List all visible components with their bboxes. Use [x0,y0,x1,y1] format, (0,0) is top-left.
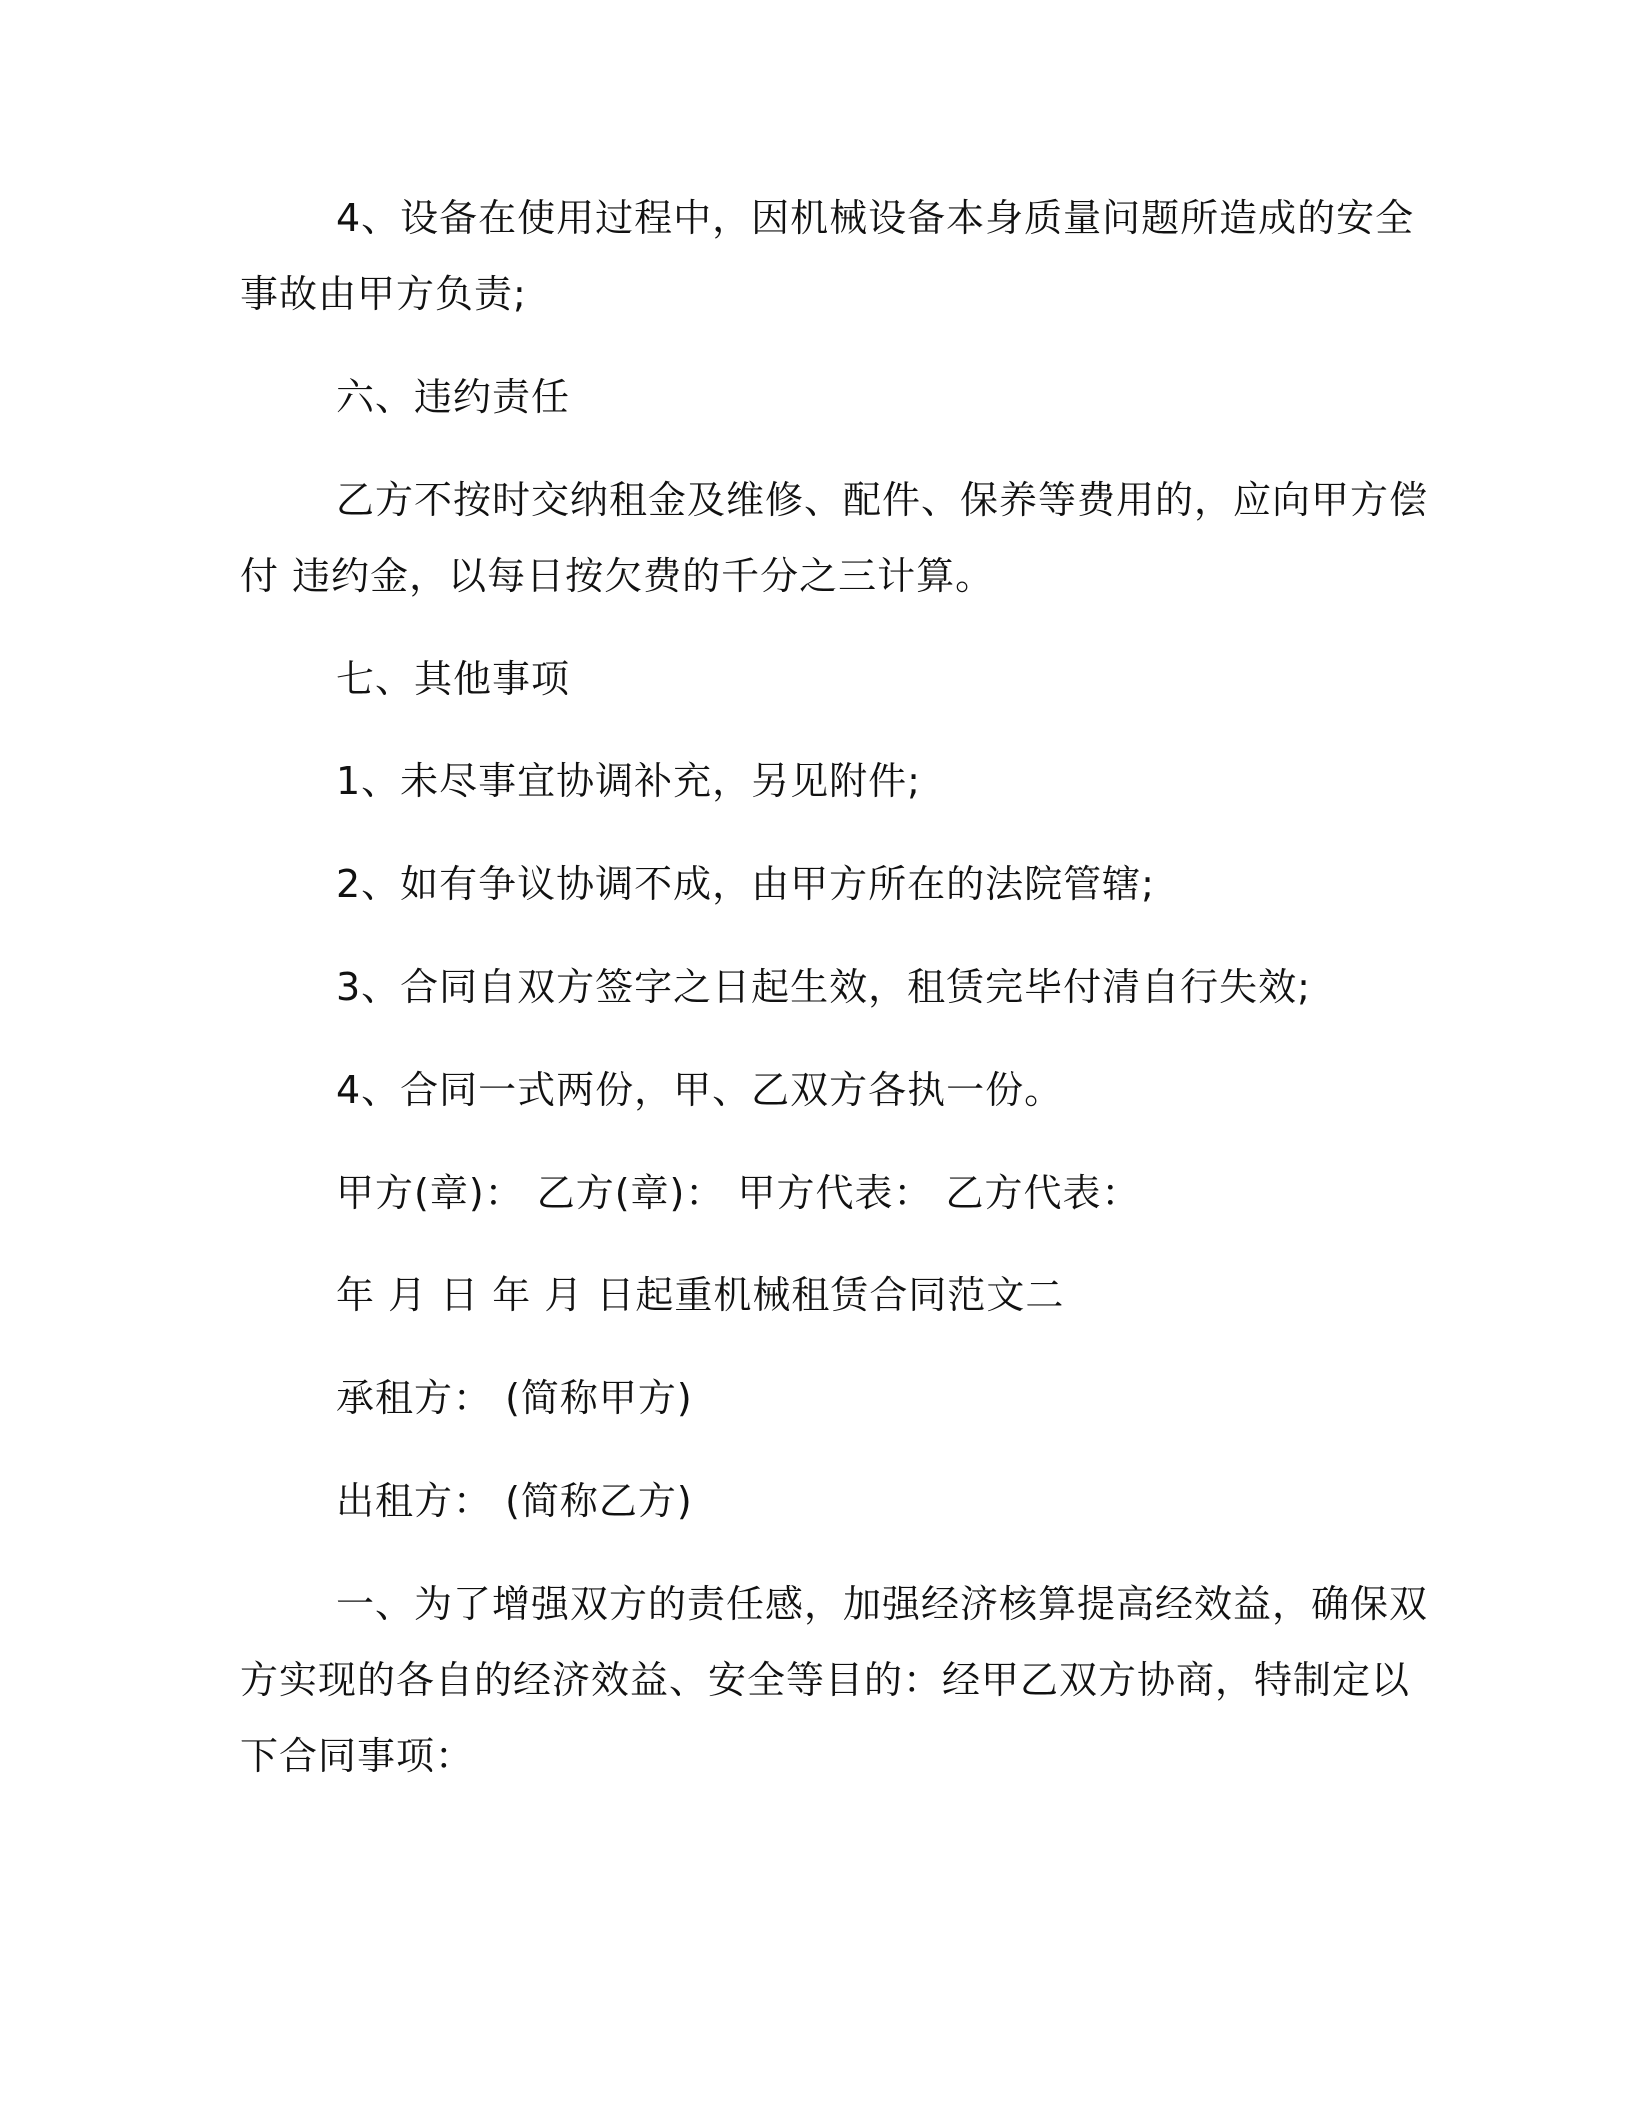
clause-4-equipment-safety-cont: 事故由甲方负责; [240,272,527,316]
article-1-paragraph-end: 下合同事项： [240,1734,475,1778]
signature-line: 甲方(章)： 乙方(章)： 甲方代表： 乙方代表： [336,1171,1141,1215]
clause-7-3: 3、合同自双方签字之日起生效，租赁完毕付清自行失效; [336,965,1311,1009]
breach-paragraph-cont: 付 违约金，以每日按欠费的千分之三计算。 [240,554,995,598]
breach-paragraph: 乙方不按时交纳租金及维修、配件、保养等费用的，应向甲方偿 [336,478,1429,522]
clause-7-2: 2、如有争议协调不成，由甲方所在的法院管辖; [336,862,1155,906]
clause-4-equipment-safety: 4、设备在使用过程中，因机械设备本身质量问题所造成的安全 [336,196,1415,240]
section-6-heading: 六、违约责任 [336,375,571,419]
article-1-paragraph: 一、为了增强双方的责任感，加强经济核算提高经效益，确保双 [336,1582,1429,1626]
lessee-line: 承租方： (简称甲方) [336,1376,693,1420]
section-7-heading: 七、其他事项 [336,657,571,701]
article-1-paragraph-cont: 方实现的各自的经济效益、安全等目的：经甲乙双方协商，特制定以 [240,1658,1411,1702]
lessor-line: 出租方： (简称乙方) [336,1479,693,1523]
clause-7-1: 1、未尽事宜协调补充，另见附件; [336,759,921,803]
clause-7-4: 4、合同一式两份，甲、乙双方各执一份。 [336,1068,1064,1112]
date-and-next-title: 年 月 日 年 月 日起重机械租赁合同范文二 [336,1273,1065,1317]
